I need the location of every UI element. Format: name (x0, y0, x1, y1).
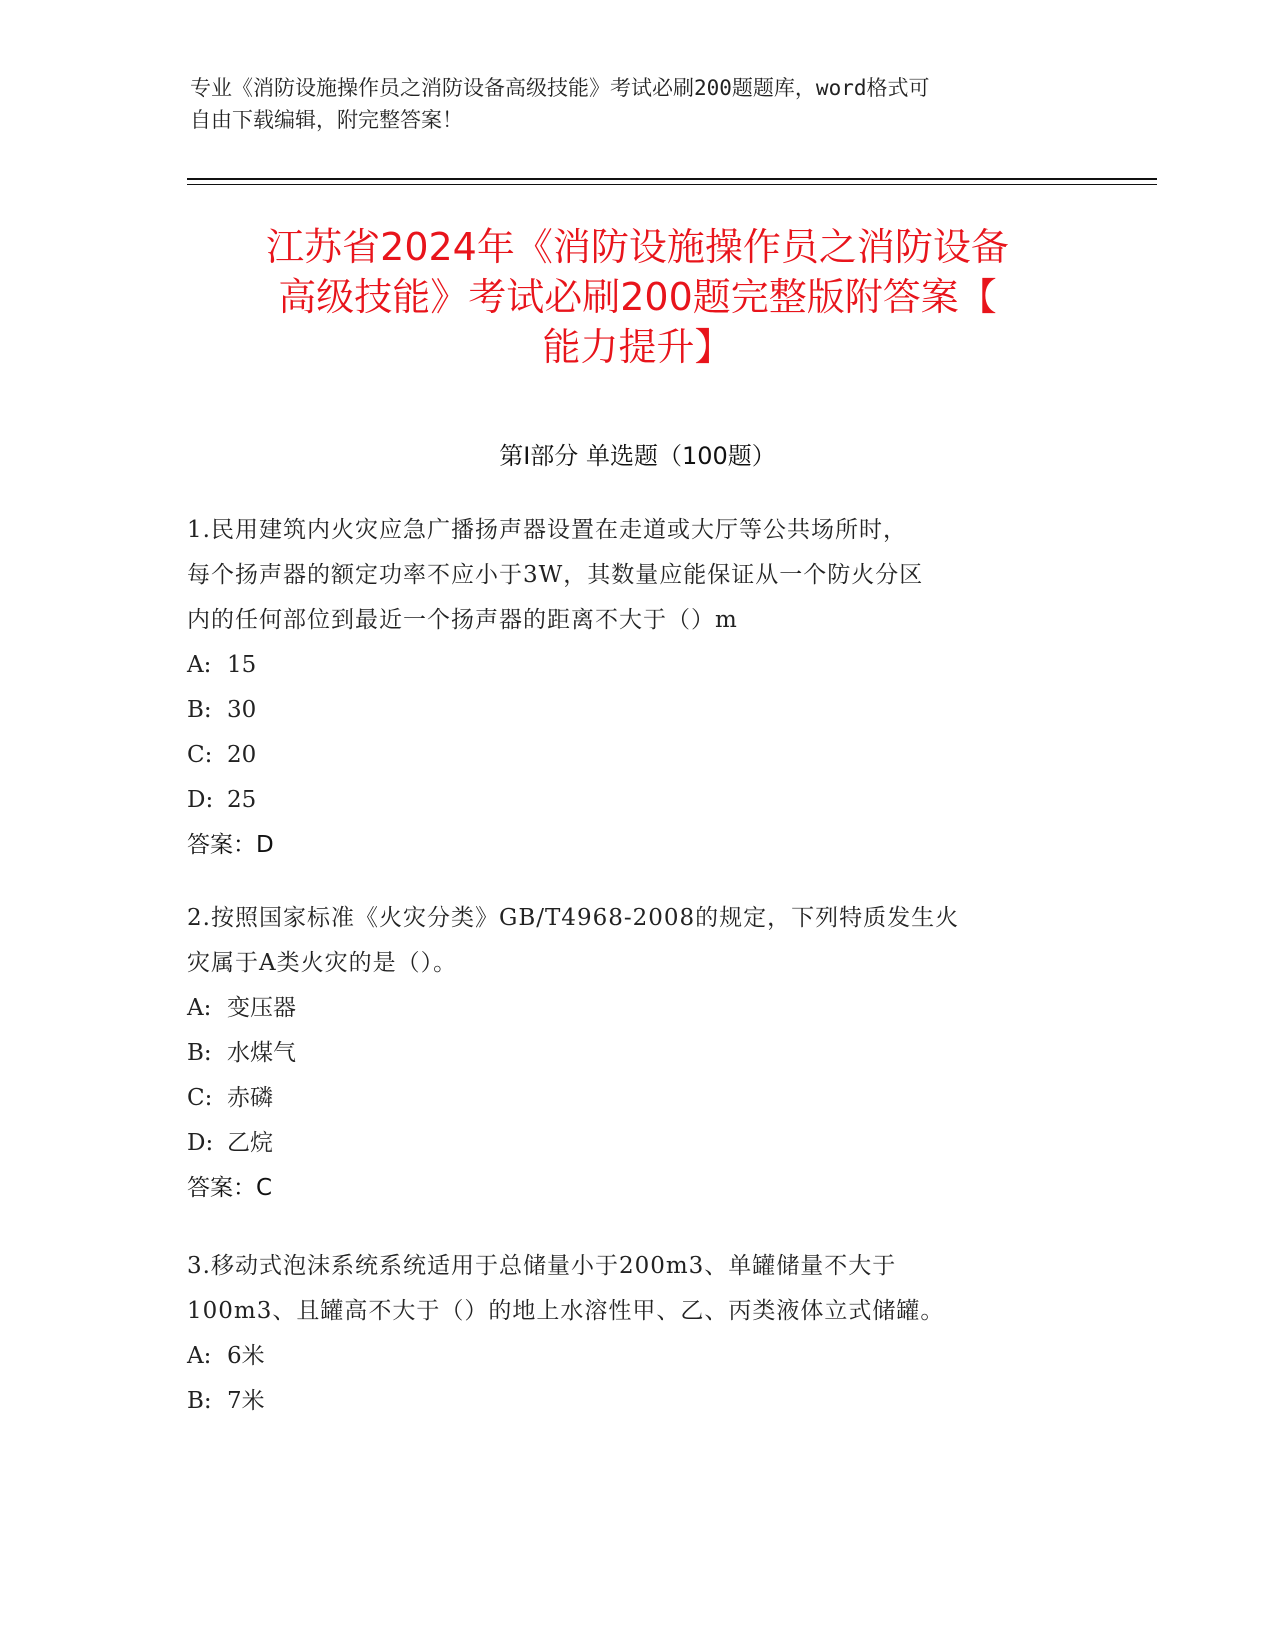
option-key: A: (187, 995, 212, 1021)
question-1-line-3: 内的任何部位到最近一个扬声器的距离不大于（）m (187, 607, 738, 633)
option-key: D: (187, 787, 214, 813)
option-key: A: (187, 652, 212, 678)
question-3-line-1: 3.移动式泡沫系统系统适用于总储量小于200m3、单罐储量不大于 (187, 1253, 897, 1279)
option-text: 变压器 (227, 995, 296, 1021)
option-key: C: (187, 742, 213, 768)
document-title (170, 222, 1105, 372)
question-1 (187, 508, 1087, 868)
question-3-option-b (187, 1379, 1087, 1424)
question-2-answer: 答案：C (187, 1175, 273, 1201)
title-line-3: 能力提升】 (542, 325, 733, 369)
section-title: 第Ⅰ部分 单选题（100题） (499, 442, 776, 470)
option-key: B: (187, 697, 212, 723)
option-text: 乙烷 (227, 1130, 273, 1156)
option-text: 赤磷 (227, 1085, 273, 1111)
question-3-option-a (187, 1334, 1087, 1379)
option-text: 15 (227, 652, 257, 678)
option-key: C: (187, 1085, 213, 1111)
header-note-line-2: 自由下载编辑，附完整答案！ (190, 108, 463, 132)
question-1-option-c (187, 733, 1087, 778)
header-note (190, 72, 1070, 136)
header-note-line-1: 专业《消防设施操作员之消防设备高级技能》考试必刷200题题库，word格式可 (190, 76, 930, 100)
option-text: 7米 (227, 1388, 265, 1414)
question-2-option-b (187, 1031, 1087, 1076)
option-key: A: (187, 1343, 212, 1369)
question-2-option-d (187, 1121, 1087, 1166)
option-key: B: (187, 1040, 212, 1066)
question-1-line-2: 每个扬声器的额定功率不应小于3W，其数量应能保证从一个防火分区 (187, 562, 924, 588)
question-2-option-a (187, 986, 1087, 1031)
question-3 (187, 1244, 1087, 1424)
question-1-option-d (187, 778, 1087, 823)
question-2-line-1: 2.按照国家标准《火灾分类》GB/T4968-2008的规定，下列特质发生火 (187, 905, 960, 931)
option-text: 20 (227, 742, 257, 768)
option-text: 30 (227, 697, 257, 723)
header-divider-thick (187, 178, 1157, 180)
title-line-2: 高级技能》考试必刷200题完整版附答案【 (278, 275, 997, 319)
question-1-option-a (187, 643, 1087, 688)
header-divider-thin (187, 184, 1157, 185)
question-1-line-1: 1.民用建筑内火灾应急广播扬声器设置在走道或大厅等公共场所时， (187, 517, 907, 543)
option-text: 6米 (227, 1343, 265, 1369)
option-text: 25 (227, 787, 257, 813)
question-1-answer: 答案：D (187, 832, 274, 858)
question-2-option-c (187, 1076, 1087, 1121)
question-2-line-2: 灾属于A类火灾的是（）。 (187, 950, 458, 976)
title-line-1: 江苏省2024年《消防设施操作员之消防设备 (266, 225, 1009, 269)
option-key: B: (187, 1388, 212, 1414)
option-key: D: (187, 1130, 214, 1156)
option-text: 水煤气 (227, 1040, 296, 1066)
question-3-line-2: 100m3、且罐高不大于（）的地上水溶性甲、乙、丙类液体立式储罐。 (187, 1298, 945, 1324)
question-1-option-b (187, 688, 1087, 733)
question-2 (187, 896, 1087, 1211)
